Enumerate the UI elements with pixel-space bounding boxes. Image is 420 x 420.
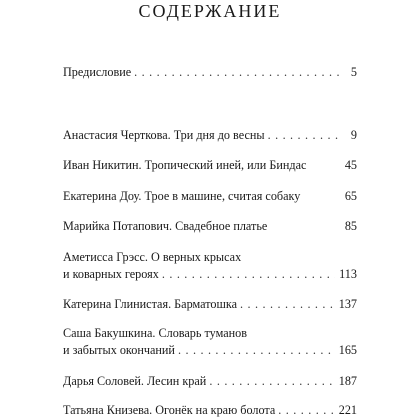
dot-leader — [268, 127, 339, 144]
toc-page-number: 137 — [338, 297, 357, 311]
toc-page-number: 65 — [344, 189, 357, 203]
toc-line — [63, 218, 357, 235]
toc-page-number: 45 — [344, 158, 357, 172]
toc-entry-title: Предисловие — [63, 65, 132, 79]
toc-line — [63, 373, 357, 390]
toc-entry-preface — [63, 64, 357, 81]
toc-entry-title: Катерина Глинистая. Барматошка — [63, 297, 237, 311]
toc-page-number: 187 — [338, 374, 357, 388]
toc-line — [63, 64, 357, 81]
toc-page-number: 5 — [350, 65, 357, 79]
toc-entry — [63, 296, 357, 313]
toc-entry-title-cont: и забытых окончаний — [63, 343, 175, 357]
toc-entry-title: Саша Бакушкина. Словарь туманов — [63, 326, 247, 340]
toc-entry-title: Дарья Соловей. Лесин край — [63, 374, 207, 388]
toc-line — [63, 266, 357, 283]
toc-entry — [63, 402, 357, 419]
toc-entry-title: Татьяна Книзева. Огонёк на краю болота — [63, 403, 276, 417]
toc-entry-title: Екатерина Доу. Трое в машине, считая собаку — [63, 189, 301, 203]
dot-leader — [162, 266, 335, 283]
dot-leader — [240, 296, 335, 313]
dot-leader — [134, 64, 339, 81]
toc-entry — [63, 373, 357, 390]
toc-entry — [63, 127, 357, 144]
toc-entry — [63, 188, 357, 205]
toc-line — [63, 296, 357, 313]
toc-entry — [63, 325, 357, 359]
toc-page-number: 165 — [338, 343, 357, 357]
toc-entry-title: Иван Никитин. Тропический иней, или Биндас — [63, 158, 307, 172]
toc-line — [63, 342, 357, 359]
toc-line — [63, 127, 357, 144]
dot-leader — [178, 342, 335, 359]
page-title: содержание — [138, 0, 282, 23]
toc-line — [63, 402, 357, 419]
dot-leader — [209, 373, 334, 390]
toc-entry-title: Анастасия Черткова. Три дня до весны — [63, 128, 265, 142]
toc-entry-title: Аметисса Грэсс. О верных крысах — [63, 250, 242, 264]
toc-page-number: 113 — [339, 267, 357, 281]
toc-line — [63, 188, 357, 205]
toc-entry-title-cont: и коварных героях — [63, 267, 159, 281]
toc-line — [63, 325, 357, 342]
toc-page-number: 9 — [350, 128, 357, 142]
toc-page-number: 85 — [344, 219, 357, 233]
toc-entry — [63, 218, 357, 235]
toc-page-number: 221 — [338, 403, 357, 417]
toc-entry — [63, 157, 357, 174]
dot-leader — [278, 402, 334, 419]
toc-entry — [63, 249, 357, 283]
toc-line — [63, 249, 357, 266]
toc-line — [63, 157, 357, 174]
toc-entry-title: Марийка Потапович. Свадебное платье — [63, 219, 268, 233]
